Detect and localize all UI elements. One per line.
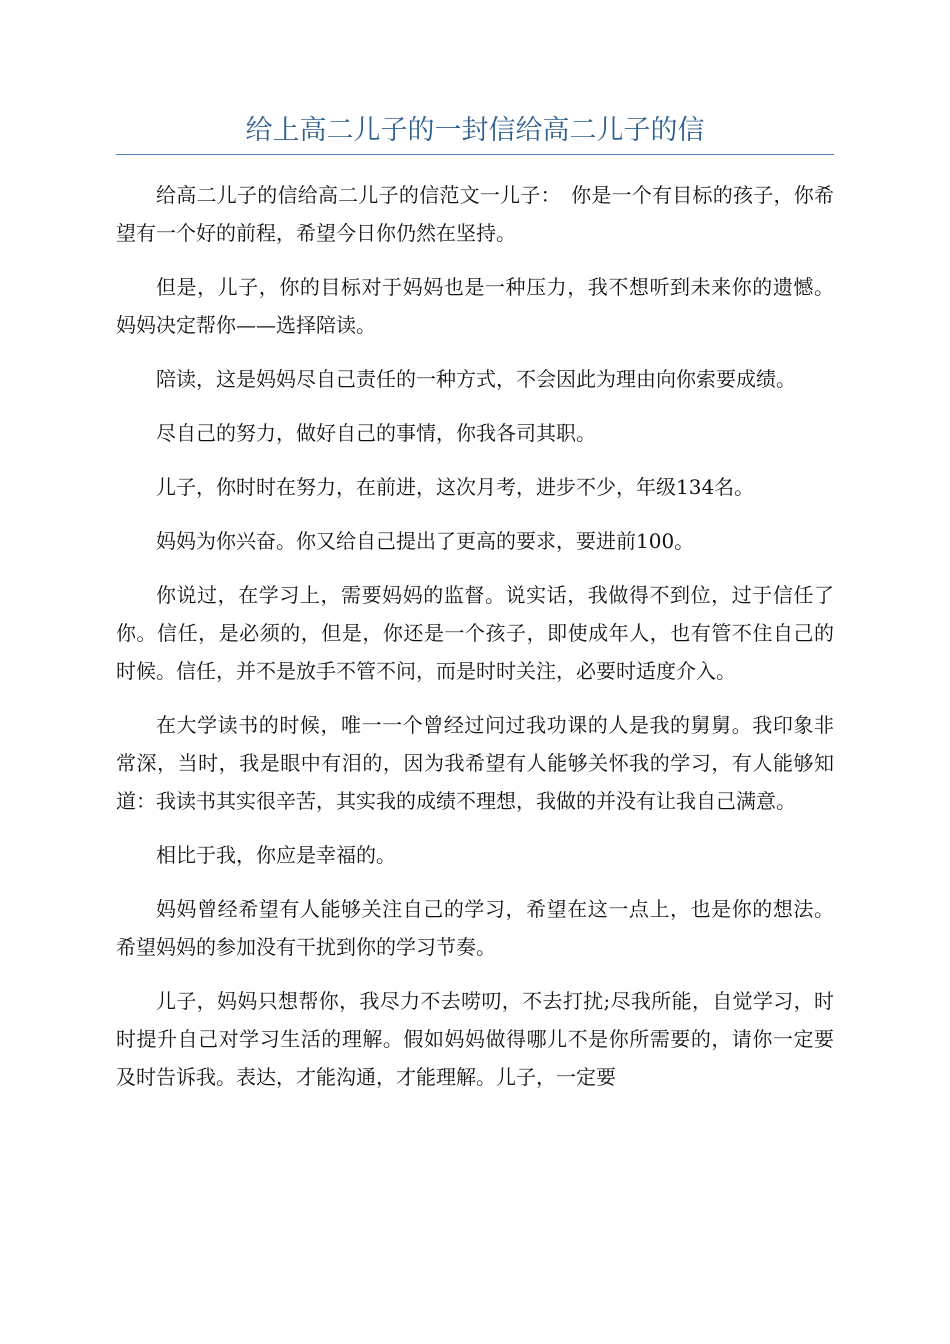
document-title: 给上高二儿子的一封信给高二儿子的信 [245,115,705,146]
paragraph-9: 相比于我，你应是幸福的。 [156,843,396,867]
paragraph-10: 妈妈曾经希望有人能够关注自己的学习，希望在这一点上，也是你的想法。希望妈妈的参加没有干扰到你的学习节奏。 [116,897,834,959]
paragraph-11: 儿子，妈妈只想帮你，我尽力不去唠叨，不去打扰;尽我所能，自觉学习，时时提升自己对学习生活的理解。假如妈妈做得哪儿不是你所需要的，请你一定要及时告诉我。表达，才能沟通，才能理解。儿子，一定要 [116,989,834,1089]
paragraph-6: 妈妈为你兴奋。你又给自己提出了更高的要求，要进前100。 [156,529,695,553]
paragraph-4: 尽自己的努力，做好自己的事情，你我各司其职。 [156,421,596,445]
paragraph-5: 儿子，你时时在努力，在前进，这次月考，进步不少，年级134名。 [156,475,755,499]
paragraph-3: 陪读，这是妈妈尽自己责任的一种方式，不会因此为理由向你索要成绩。 [156,367,796,391]
paragraph-8: 在大学读书的时候，唯一一个曾经过问过我功课的人是我的舅舅。我印象非常深，当时，我是眼中有泪的，因为我希望有人能够关怀我的学习，有人能够知道：我读书其实很辛苦，其实我的成绩不理想，我做的并没有让我自己满意。 [116,713,834,813]
paragraph-2: 但是，儿子，你的目标对于妈妈也是一种压力，我不想听到未来你的遗憾。妈妈决定帮你——选择陪读。 [116,275,834,337]
paragraph-7: 你说过，在学习上，需要妈妈的监督。说实话，我做得不到位，过于信任了你。信任，是必须的，但是，你还是一个孩子，即使成年人，也有管不住自己的时候。信任，并不是放手不管不问，而是时时关注，必要时适度介入。 [116,583,834,683]
document-body [116,176,834,1112]
title-block [116,112,834,155]
paragraph-1: 给高二儿子的信给高二儿子的信范文一儿子： 你是一个有目标的孩子，你希望有一个好的前程，希望今日你仍然在坚持。 [116,183,834,245]
